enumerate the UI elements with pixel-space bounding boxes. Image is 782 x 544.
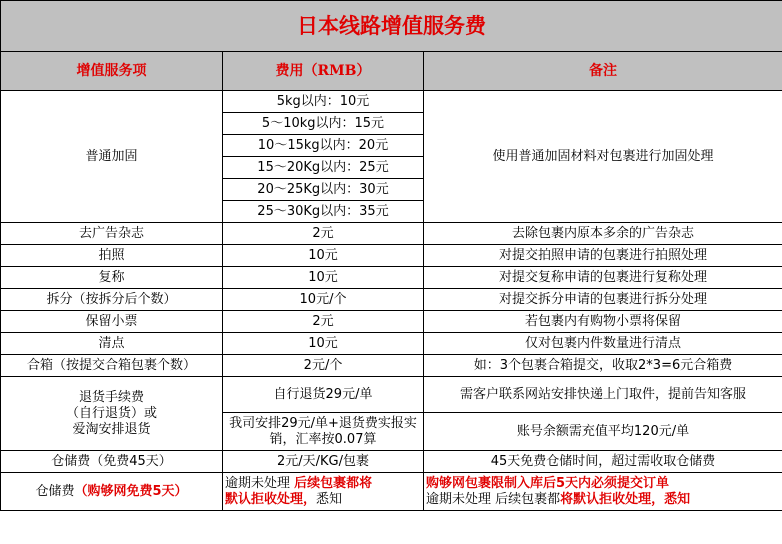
storage2-fee-c: 默认拒收处理， — [225, 491, 317, 507]
storage2-note-line1: 购够网包裹限制入库后5天内必须提交订单 — [426, 475, 670, 491]
row-fee: 10元 — [223, 333, 424, 355]
reinforce-tier: 5～10kg以内：15元 — [223, 113, 424, 135]
storage2-fee-b: 后续包裹都将 — [294, 475, 373, 491]
returns-self-note: 需客户联系网站安排快递上门取件，提前告知客服 — [424, 377, 782, 413]
storage2-item — [1, 473, 223, 511]
row-item: 拆分（按拆分后个数） — [1, 289, 223, 311]
row-item: 清点 — [1, 333, 223, 355]
reinforce-tier: 10～15kg以内：20元 — [223, 135, 424, 157]
row-fee: 2元 — [223, 311, 424, 333]
table-row — [1, 245, 782, 267]
storage2-note-c: 将默认拒收处理，悉知 — [560, 491, 691, 507]
reinforce-tier: 25～30Kg以内：35元 — [223, 201, 424, 223]
table-row — [1, 289, 782, 311]
storage-note: 45天免费仓储时间，超过需收取仓储费 — [424, 451, 782, 473]
row-note: 若包裹内有购物小票将保留 — [424, 311, 782, 333]
row-item: 复称 — [1, 267, 223, 289]
storage2-fee-d: 悉知 — [316, 491, 343, 507]
table-row — [1, 473, 782, 511]
storage2-fee — [223, 473, 424, 511]
storage-item: 仓储费（免费45天） — [1, 451, 223, 473]
header-fee: 费用（RMB） — [223, 52, 424, 91]
row-fee: 10元 — [223, 267, 424, 289]
table-row — [1, 355, 782, 377]
table-row — [1, 333, 782, 355]
returns-arranged-note: 账号余额需充值平均120元/单 — [424, 413, 782, 451]
row-note: 对提交复称申请的包裹进行复称处理 — [424, 267, 782, 289]
header-item: 增值服务项 — [1, 52, 223, 91]
table-row — [1, 451, 782, 473]
row-fee: 10元/个 — [223, 289, 424, 311]
row-item: 去广告杂志 — [1, 223, 223, 245]
returns-item — [1, 377, 223, 451]
row-note: 对提交拆分申请的包裹进行拆分处理 — [424, 289, 782, 311]
returns-item-line3: 爱淘安排退货 — [72, 421, 151, 437]
table-row — [1, 223, 782, 245]
page-title: 日本线路增值服务费 — [1, 1, 782, 52]
reinforce-tier: 15～20Kg以内：25元 — [223, 157, 424, 179]
storage2-note-b: 后续包裹都 — [495, 491, 561, 507]
reinforce-tier: 5kg以内：10元 — [223, 91, 424, 113]
storage2-note-a: 逾期未处理 — [426, 491, 492, 507]
storage2-item-red: （购够网免费5天） — [74, 483, 188, 499]
row-item: 拍照 — [1, 245, 223, 267]
reinforce-tier: 20～25Kg以内：30元 — [223, 179, 424, 201]
row-fee: 2元 — [223, 223, 424, 245]
table-row — [1, 267, 782, 289]
storage2-fee-a: 逾期未处理 — [225, 475, 291, 491]
row-note: 仅对包裹内件数量进行清点 — [424, 333, 782, 355]
header-note: 备注 — [424, 52, 782, 91]
storage-fee: 2元/天/KG/包裹 — [223, 451, 424, 473]
returns-item-line2: （自行退货）或 — [65, 405, 157, 421]
table-row — [1, 311, 782, 333]
row-fee: 10元 — [223, 245, 424, 267]
row-fee: 2元/个 — [223, 355, 424, 377]
returns-arranged-fee: 我司安排29元/单+退货费实报实销，汇率按0.07算 — [223, 413, 424, 451]
row-note: 去除包裹内原本多余的广告杂志 — [424, 223, 782, 245]
reinforce-note: 使用普通加固材料对包裹进行加固处理 — [424, 91, 782, 223]
row-item: 合箱（按提交合箱包裹个数） — [1, 355, 223, 377]
storage2-item-prefix: 仓储费 — [35, 483, 75, 499]
storage2-note — [424, 473, 782, 511]
row-note: 如：3个包裹合箱提交，收取2*3=6元合箱费 — [424, 355, 782, 377]
reinforce-item: 普通加固 — [1, 91, 223, 223]
returns-self-fee: 自行退货29元/单 — [223, 377, 424, 413]
row-note: 对提交拍照申请的包裹进行拍照处理 — [424, 245, 782, 267]
row-item: 保留小票 — [1, 311, 223, 333]
returns-item-line1: 退货手续费 — [78, 389, 144, 405]
